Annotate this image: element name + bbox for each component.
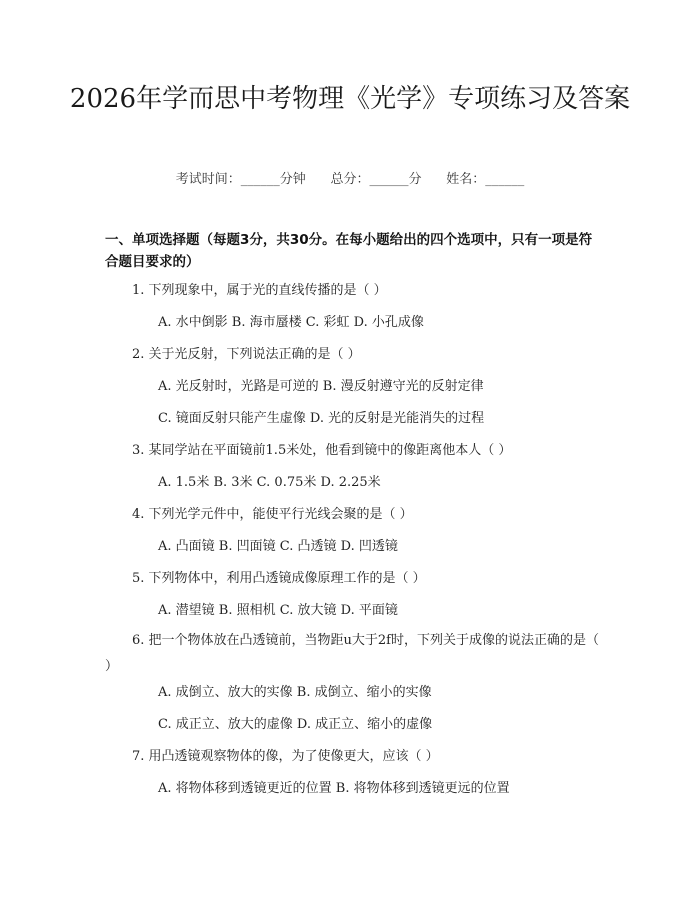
question-options: A. 光反射时，光路是可逆的 B. 漫反射遵守光的反射定律 <box>158 379 484 394</box>
section-heading: 一、单项选择题（每题3分，共30分。在每小题给出的四个选项中，只有一项是符合题目要求的） <box>105 232 593 270</box>
question-options: A. 成倒立、放大的实像 B. 成倒立、缩小的实像 <box>158 685 432 700</box>
question-options: C. 镜面反射只能产生虚像 D. 光的反射是光能消失的过程 <box>158 411 485 426</box>
question-options: A. 将物体移到透镜更近的位置 B. 将物体移到透镜更远的位置 <box>158 781 510 796</box>
question-stem: 4. 下列光学元件中，能使平行光线会聚的是（ ） <box>132 507 413 522</box>
exam-info-line: 考试时间：______分钟 总分：______分 姓名：______ <box>175 172 525 187</box>
question-stem: 7. 用凸透镜观察物体的像，为了使像更大，应该（ ） <box>132 749 439 764</box>
question-options: A. 1.5米 B. 3米 C. 0.75米 D. 2.25米 <box>158 475 381 490</box>
question-stem: 5. 下列物体中，利用凸透镜成像原理工作的是（ ） <box>132 571 426 586</box>
question-options: A. 凸面镜 B. 凹面镜 C. 凸透镜 D. 凹透镜 <box>158 539 398 554</box>
page-title: 2026年学而思中考物理《光学》专项练习及答案 <box>69 84 631 114</box>
question-stem: 6. 把一个物体放在凸透镜前，当物距u大于2f时，下列关于成像的说法正确的是（ ） <box>105 633 599 674</box>
question-stem: 1. 下列现象中，属于光的直线传播的是（ ） <box>132 283 387 298</box>
question-stem: 2. 关于光反射，下列说法正确的是（ ） <box>132 347 361 362</box>
question-stem: 3. 某同学站在平面镜前1.5米处，他看到镜中的像距离他本人（ ） <box>132 443 512 458</box>
question-options: A. 水中倒影 B. 海市蜃楼 C. 彩虹 D. 小孔成像 <box>158 315 424 330</box>
question-options: C. 成正立、放大的虚像 D. 成正立、缩小的虚像 <box>158 717 433 732</box>
question-options: A. 潜望镜 B. 照相机 C. 放大镜 D. 平面镜 <box>158 603 398 618</box>
